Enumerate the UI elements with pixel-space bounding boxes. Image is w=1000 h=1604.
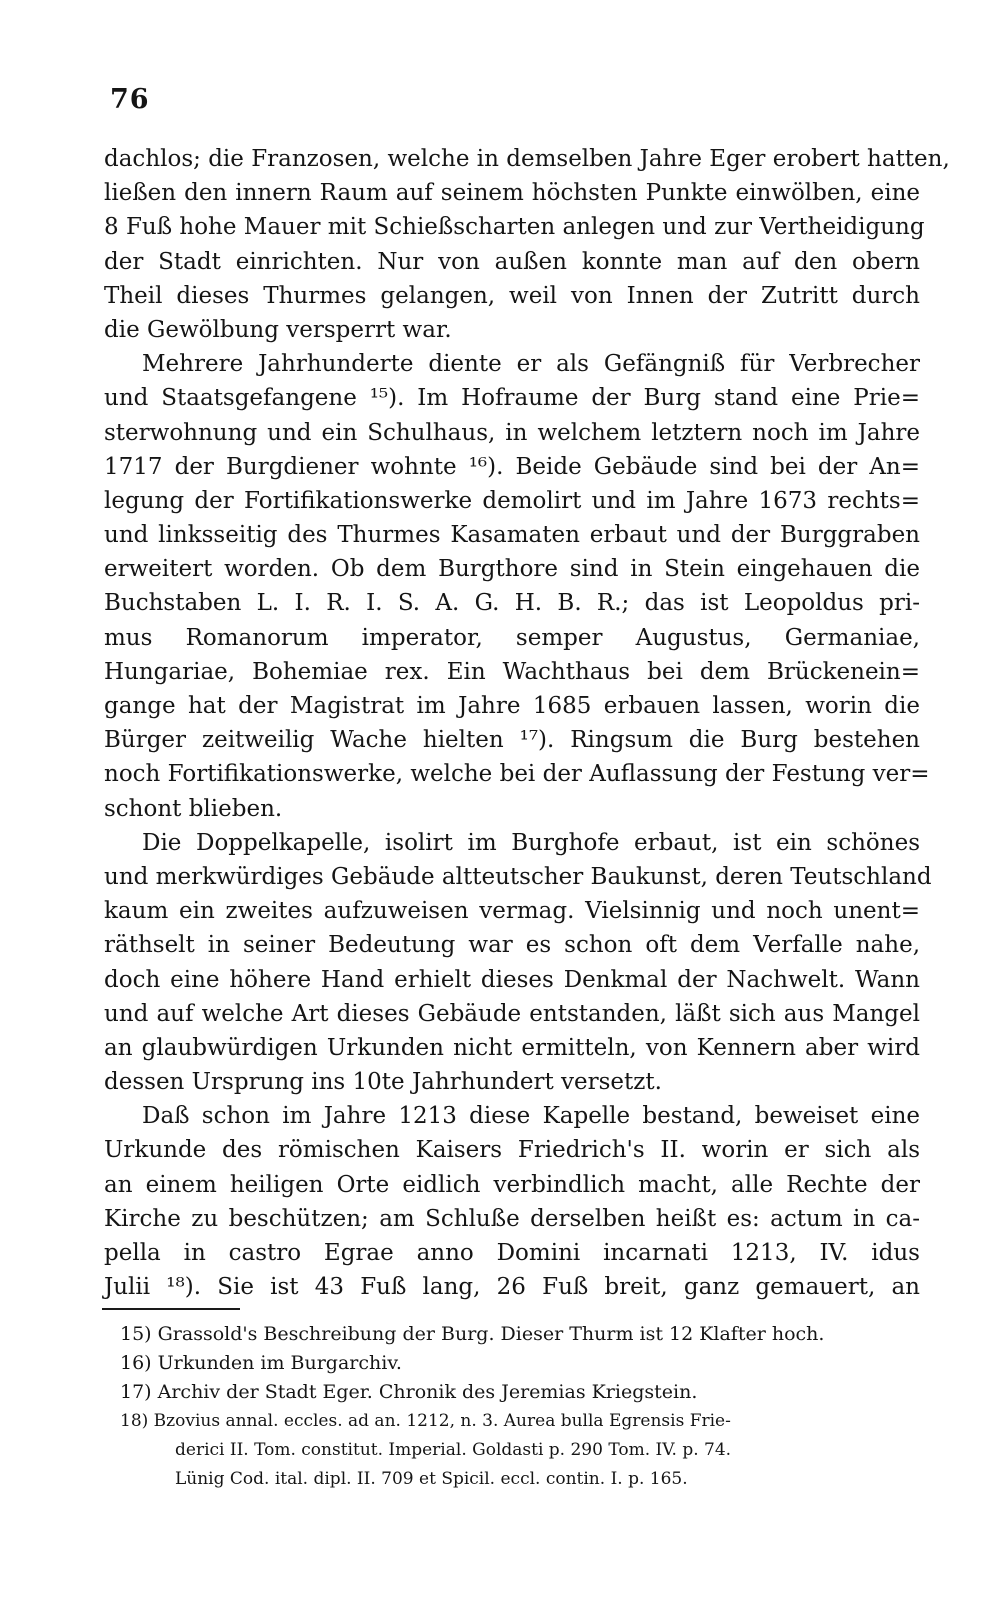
body-line: dachlos; die Franzosen, welche in demselben Jahre Eger erobert hatten, bbox=[104, 146, 950, 172]
footnotes bbox=[120, 1320, 920, 1494]
footnote-continuation: Lünig Cod. ital. dipl. II. 709 et Spicil. eccl. contin. I. p. 165. bbox=[175, 1469, 688, 1489]
body-line: Theil dieses Thurmes gelangen, weil von Innen der Zutritt durch bbox=[104, 282, 920, 309]
page-number: 76 bbox=[110, 84, 150, 115]
body-line: Buchstaben L. I. R. I. S. A. G. H. B. R.; das ist Leopoldus pri- bbox=[104, 590, 920, 617]
body-line: an einem heiligen Orte eidlich verbindlich macht, alle Rechte der bbox=[104, 1171, 920, 1198]
body-line: mus Romanorum imperator, semper Augustus, Germaniae, bbox=[104, 624, 920, 651]
body-line: Mehrere Jahrhunderte diente er als Gefängniß für Verbrecher bbox=[142, 351, 920, 378]
body-line: schont blieben. bbox=[104, 795, 283, 822]
footnote: 15) Grassold's Beschreibung der Burg. Dieser Thurm ist 12 Klafter hoch. bbox=[120, 1323, 825, 1345]
body-line: und auf welche Art dieses Gebäude entstanden, läßt sich aus Mangel bbox=[104, 1000, 920, 1027]
body-line: die Gewölbung versperrt war. bbox=[104, 316, 452, 343]
body-line: Urkunde des römischen Kaisers Friedrich's II. worin er sich als bbox=[104, 1137, 920, 1164]
body-text bbox=[104, 142, 950, 1304]
body-line: kaum ein zweites aufzuweisen vermag. Vielsinnig und noch unent= bbox=[104, 898, 920, 925]
body-line: pella in castro Egrae anno Domini incarnati 1213, IV. idus bbox=[104, 1240, 920, 1266]
body-line: räthselt in seiner Bedeutung war es schon oft dem Verfalle nahe, bbox=[104, 932, 920, 959]
body-line: und Staatsgefangene ¹⁵). Im Hofraume der Burg stand eine Prie= bbox=[104, 385, 920, 412]
footnote-separator bbox=[102, 1308, 240, 1310]
body-line: Daß schon im Jahre 1213 diese Kapelle bestand, beweiset eine bbox=[142, 1103, 920, 1130]
footnote: 16) Urkunden im Burgarchiv. bbox=[120, 1352, 402, 1374]
footnote: 18) Bzovius annal. eccles. ad an. 1212, n. 3. Aurea bulla Egrensis Frie- bbox=[120, 1411, 731, 1431]
body-line: erweitert worden. Ob dem Burgthore sind in Stein eingehauen die bbox=[104, 556, 920, 583]
body-line: Kirche zu beschützen; am Schluße derselben heißt es: actum in ca- bbox=[104, 1205, 920, 1232]
body-line: Julii ¹⁸). Sie ist 43 Fuß lang, 26 Fuß breit, ganz gemauert, an bbox=[104, 1274, 920, 1301]
footnote-continuation: derici II. Tom. constitut. Imperial. Goldasti p. 290 Tom. IV. p. 74. bbox=[175, 1440, 732, 1460]
body-line: der Stadt einrichten. Nur von außen konnte man auf den obern bbox=[104, 248, 920, 275]
body-line: 8 Fuß hohe Mauer mit Schießscharten anlegen und zur Vertheidigung bbox=[104, 214, 925, 241]
body-line: Hungariae, Bohemiae rex. Ein Wachthaus bei dem Brückenein= bbox=[104, 658, 920, 685]
body-line: Die Doppelkapelle, isolirt im Burghofe erbaut, ist ein schönes bbox=[142, 829, 920, 856]
body-line: Bürger zeitweilig Wache hielten ¹⁷). Ringsum die Burg bestehen bbox=[104, 727, 920, 754]
body-line: und linksseitig des Thurmes Kasamaten erbaut und der Burggraben bbox=[104, 522, 920, 549]
body-line: legung der Fortifikationswerke demolirt und im Jahre 1673 rechts= bbox=[104, 487, 920, 514]
body-line: sterwohnung und ein Schulhaus, in welchem letztern noch im Jahre bbox=[104, 419, 920, 446]
body-line: 1717 der Burgdiener wohnte ¹⁶). Beide Gebäude sind bei der An= bbox=[104, 453, 920, 480]
body-line: doch eine höhere Hand erhielt dieses Denkmal der Nachwelt. Wann bbox=[104, 966, 920, 993]
body-line: noch Fortifikationswerke, welche bei der Auflassung der Festung ver= bbox=[104, 761, 930, 788]
body-line: und merkwürdiges Gebäude altteutscher Baukunst, deren Teutschland bbox=[104, 863, 932, 890]
body-line: an glaubwürdigen Urkunden nicht ermitteln, von Kennern aber wird bbox=[104, 1034, 920, 1061]
body-line: ließen den innern Raum auf seinem höchsten Punkte einwölben, eine bbox=[104, 180, 920, 207]
body-line: dessen Ursprung ins 10te Jahrhundert versetzt. bbox=[104, 1069, 662, 1096]
footnote: 17) Archiv der Stadt Eger. Chronik des Jeremias Kriegstein. bbox=[120, 1381, 698, 1403]
body-line: gange hat der Magistrat im Jahre 1685 erbauen lassen, worin die bbox=[104, 693, 920, 719]
